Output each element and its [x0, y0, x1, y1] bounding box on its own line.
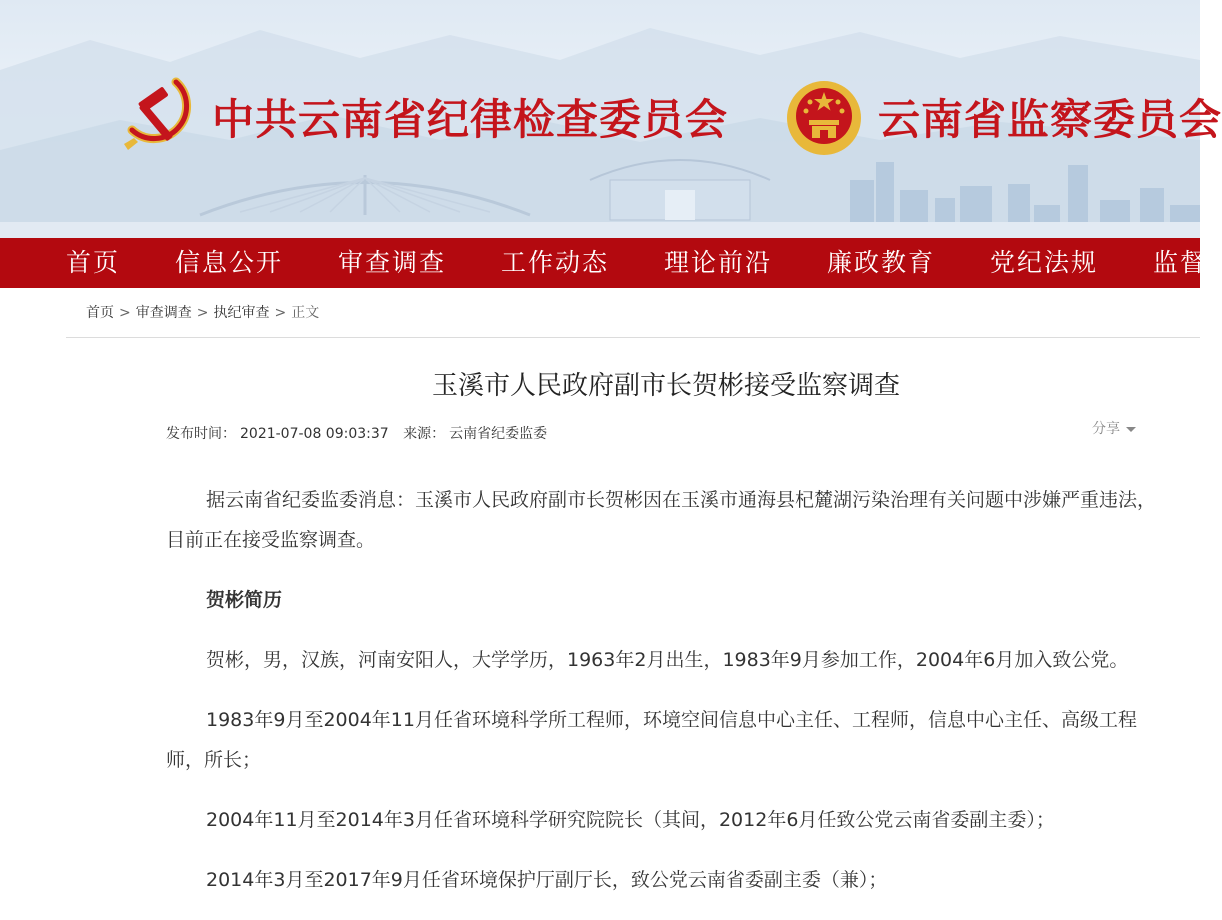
article-title: 玉溪市人民政府副市长贺彬接受监察调查	[431, 371, 900, 401]
nav-item-review-investigation[interactable]: 审查调查	[338, 248, 447, 277]
nav-item-work-news[interactable]: 工作动态	[501, 248, 610, 277]
breadcrumb	[86, 300, 319, 326]
caret-down-icon	[1126, 427, 1136, 432]
breadcrumb-home-link[interactable]: 首页	[86, 305, 114, 321]
breadcrumb-separator: >	[119, 305, 131, 321]
article-body	[166, 480, 1166, 920]
source-label: 来源：	[403, 426, 446, 442]
article-paragraph: 2004年11月至2014年3月任省环境科学研究院院长（其间，2012年6月任致公党云南省委副主委）；	[206, 809, 1055, 831]
cpc-committee-title: 中共云南省纪律检查委员会	[212, 95, 729, 144]
national-emblem	[784, 78, 864, 158]
article-paragraph: 贺彬，男，汉族，河南安阳人，大学学历，1963年2月出生，1983年9月参加工作，2004年6月加入致公党。	[206, 649, 1129, 671]
main-navigation	[0, 238, 1208, 288]
article-paragraph: 2014年3月至2017年9月任省环境保护厅副厅长，致公党云南省委副主委（兼）；	[206, 869, 888, 891]
article-paragraph: 1983年9月至2004年11月任省环境科学所工程师，环境空间信息中心主任、工程师，信息中心主任、高级工程师，所长；	[166, 709, 1137, 771]
share-button[interactable]	[1092, 418, 1136, 440]
breadcrumb-separator: >	[196, 305, 209, 321]
breadcrumb-section-link[interactable]: 审查调查	[135, 305, 192, 321]
breadcrumb-subsection-link[interactable]: 执纪审查	[213, 305, 270, 321]
nav-item-info-disclosure[interactable]: 信息公开	[175, 248, 284, 277]
nav-item-party-regulations[interactable]: 党纪法规	[990, 248, 1099, 277]
breadcrumb-current: 正文	[291, 305, 320, 321]
nav-item-theory-frontier[interactable]: 理论前沿	[664, 248, 773, 277]
publish-time-label: 发布时间：	[166, 426, 236, 442]
article-source: 云南省纪委监委	[449, 426, 548, 442]
supervision-commission-title: 云南省监察委员会	[878, 95, 1222, 144]
breadcrumb-separator: >	[274, 305, 287, 321]
article-paragraph: 据云南省纪委监委消息：玉溪市人民政府副市长贺彬因在玉溪市通海县杞麓湖污染治理有关问题中涉嫌严重违法，目前正在接受监察调查。	[166, 489, 1157, 551]
nav-item-integrity-education[interactable]: 廉政教育	[827, 248, 936, 277]
nav-item-supervision[interactable]: 监督	[1153, 248, 1208, 277]
nav-item-home[interactable]: 首页	[66, 248, 121, 277]
site-banner	[0, 0, 1222, 238]
share-label: 分享	[1092, 421, 1120, 437]
article-meta	[166, 423, 551, 445]
resume-heading: 贺彬简历	[206, 589, 283, 611]
hammer-sickle-emblem	[118, 72, 200, 154]
breadcrumb-divider	[66, 337, 1200, 338]
publish-time: 2021-07-08 09:03:37	[240, 426, 389, 442]
